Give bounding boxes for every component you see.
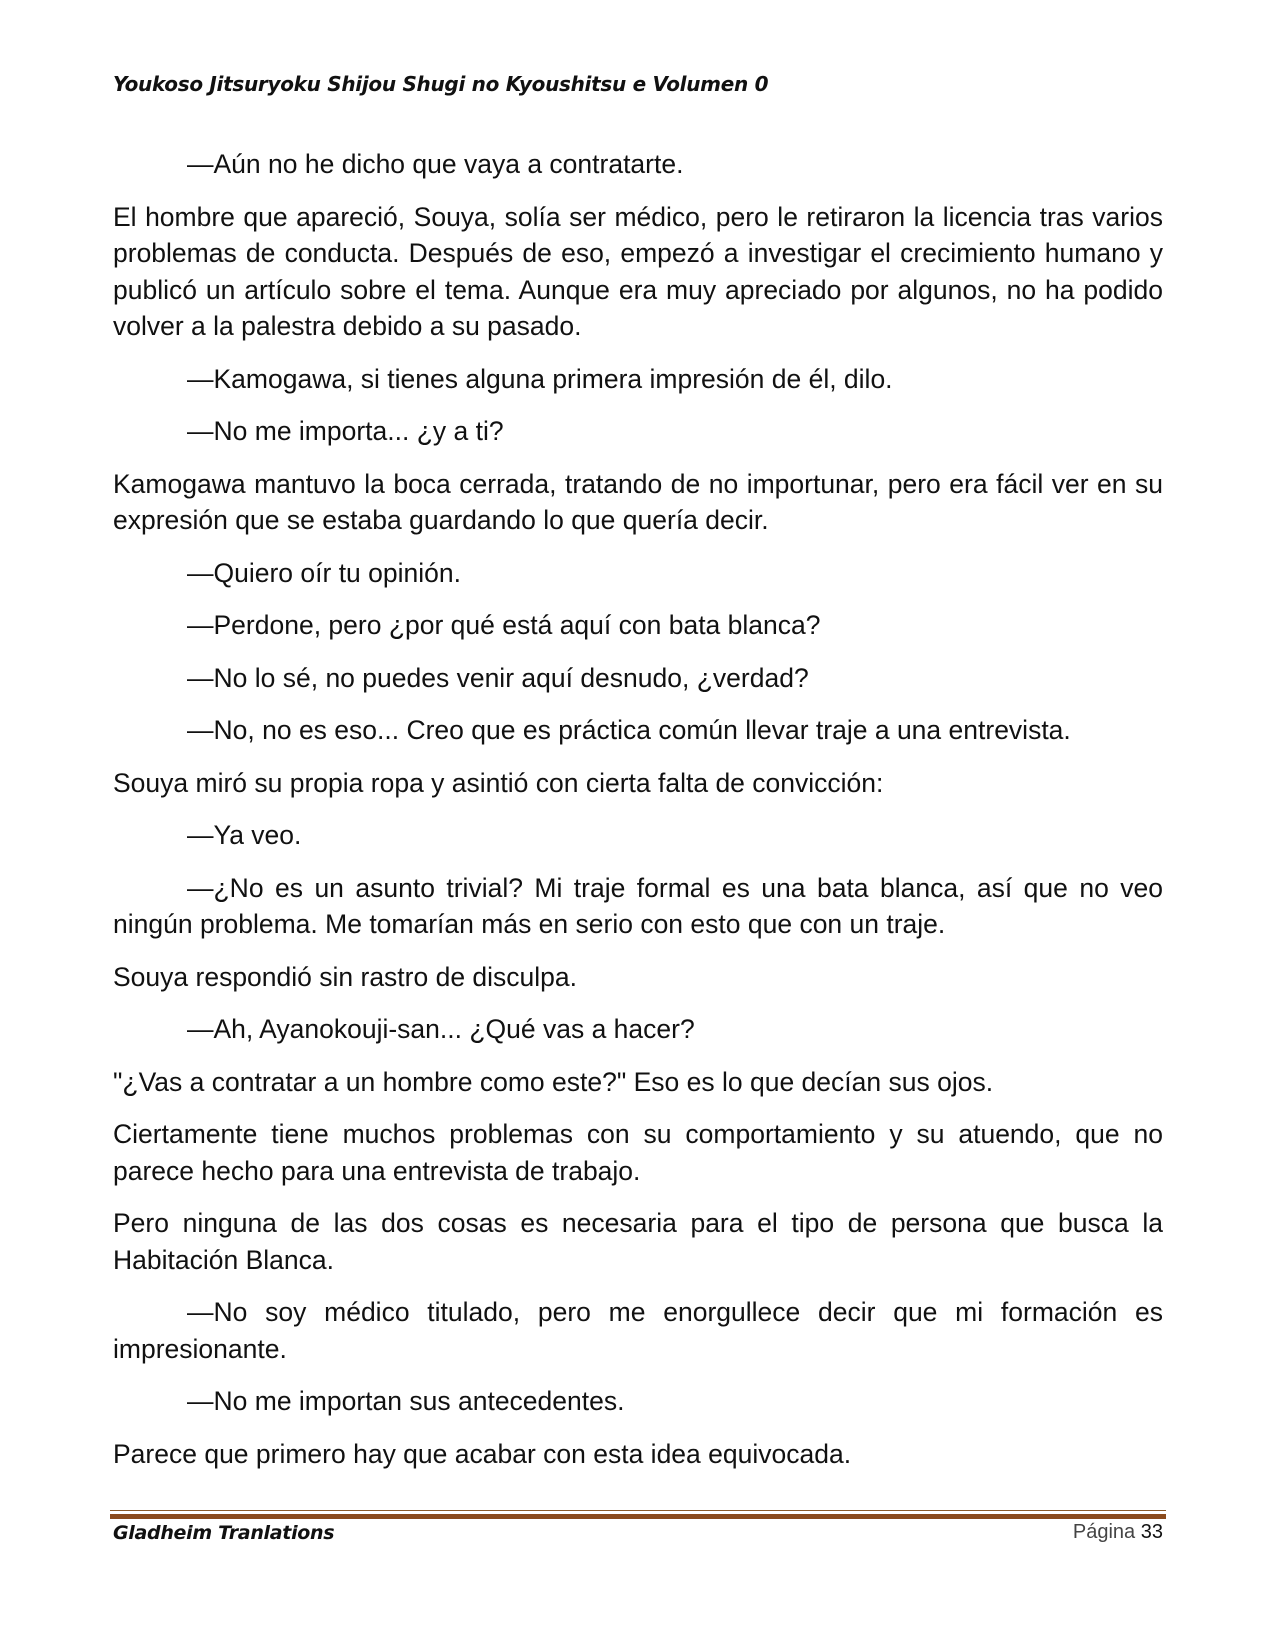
footer-divider-thick [110,1514,1166,1519]
paragraph: —No lo sé, no puedes venir aquí desnudo, ¿verdad? [187,662,809,693]
paragraph: Parece que primero hay que acabar con esta idea equivocada. [113,1438,852,1469]
paragraph: —Aún no he dicho que vaya a contratarte. [187,149,684,179]
footer-divider-thin [110,1510,1166,1511]
paragraph: Souya respondió sin rastro de disculpa. [113,961,578,992]
page-number: 33 [1140,1521,1163,1543]
page-label: Página [1072,1521,1136,1543]
paragraph: —¿No es un asunto trivial? Mi traje formal es una bata blanca, así que no veo ningún problema. Me tomarían más en serio con esto que con un traje. [113,872,1163,939]
page-number-block [1073,1521,1163,1544]
paragraph: —No, no es eso... Creo que es práctica común llevar traje a una entrevista. [187,715,1071,745]
paragraph: —No me importan sus antecedentes. [187,1386,625,1416]
paragraph: —Kamogawa, si tienes alguna primera impresión de él, dilo. [187,363,893,394]
paragraph: —Quiero oír tu opinión. [187,557,461,588]
paragraph: —No me importa... ¿y a ti? [187,416,504,446]
paragraph: —Ah, Ayanokouji-san... ¿Qué vas a hacer? [187,1014,695,1044]
paragraph: "¿Vas a contratar a un hombre como este?" Eso es lo que decían sus ojos. [113,1066,994,1097]
paragraph: —Perdone, pero ¿por qué está aquí con bata blanca? [187,610,821,640]
running-header: Youkoso Jitsuryoku Shijou Shugi no Kyoushitsu e Volumen 0 [113,72,769,96]
footer-publisher: Gladheim Tranlations [113,1522,335,1544]
page-body [113,146,1163,1488]
paragraph: Souya miró su propia ropa y asintió con cierta falta de convicción: [113,767,884,798]
paragraph: El hombre que apareció, Souya, solía ser médico, pero le retiraron la licencia tras varios problemas de conducta. Después de eso, empezó a investigar el crecimiento humano y publicó un artículo sobre el tema. Aunque era muy apreciado por algunos, no ha podido volver a la palestra debido a su pasado. [113,201,1163,341]
paragraph: —Ya veo. [187,820,302,850]
paragraph: Pero ninguna de las dos cosas es necesaria para el tipo de persona que busca la Habitación Blanca. [113,1208,1163,1275]
paragraph: Kamogawa mantuvo la boca cerrada, tratando de no importunar, pero era fácil ver en su expresión que se estaba guardando lo que quería decir. [113,468,1163,535]
paragraph: —No soy médico titulado, pero me enorgullece decir que mi formación es impresionante. [113,1297,1163,1364]
paragraph: Ciertamente tiene muchos problemas con su comportamiento y su atuendo, que no parece hecho para una entrevista de trabajo. [113,1119,1163,1186]
